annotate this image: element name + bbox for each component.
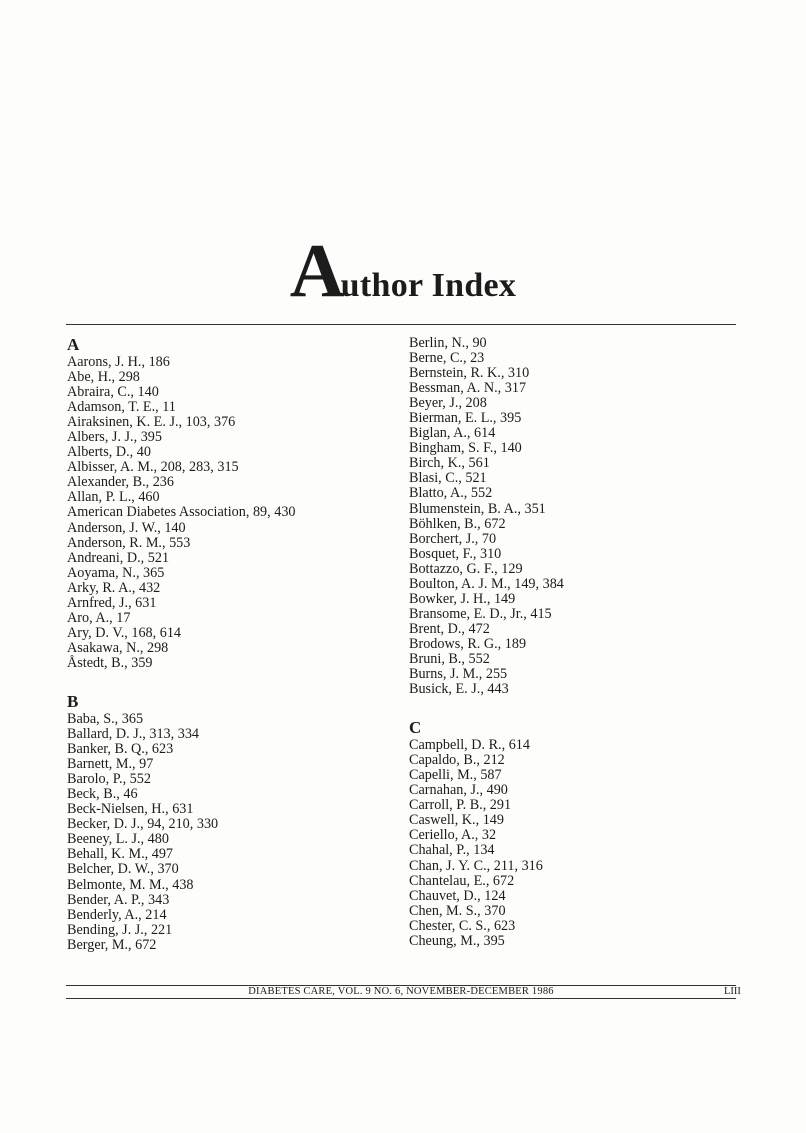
index-entry: Borchert, J., 70 [409,530,497,547]
index-entry: Boulton, A. J. M., 149, 384 [409,575,564,592]
index-entry: Bingham, S. F., 140 [409,440,522,457]
right-column [409,336,739,949]
index-entry: Barnett, M., 97 [67,756,154,773]
section-letter-a: A [67,335,80,354]
index-entry: Birch, K., 561 [409,455,490,472]
index-entry: Berger, M., 672 [67,936,157,953]
index-entry: Chen, M. S., 370 [409,902,506,919]
index-entry: Aoyama, N., 365 [67,564,165,581]
index-entry: Bruni, B., 552 [409,650,490,667]
entry-list-c [409,738,739,949]
index-entry: Baba, S., 365 [67,710,144,727]
index-entry: Aarons, J. H., 186 [67,354,170,370]
index-entry: Bender, A. P., 343 [67,891,170,908]
index-entry: Anderson, J. W., 140 [67,519,186,536]
page-number: LIII [720,986,741,998]
entry-list-a [67,355,387,671]
index-entry: Blumenstein, B. A., 351 [409,500,546,517]
footer-journal-text: DIABETES CARE, VOL. 9 NO. 6, NOVEMBER-DECEMBER 1986 [242,986,559,997]
index-entry: Bessman, A. N., 317 [409,380,527,397]
index-entry: Beck-Nielsen, H., 631 [67,801,194,818]
index-entry: Berlin, N., 90 [409,335,487,351]
index-entry: Adamson, T. E., 11 [67,399,176,416]
index-entry: American Diabetes Association, 89, 430 [67,504,296,521]
left-column [67,336,387,953]
index-entry: Belmonte, M. M., 438 [67,876,194,893]
index-entry: Campbell, D. R., 614 [409,737,530,754]
index-entry: Capelli, M., 587 [409,767,502,784]
index-entry: Capaldo, B., 212 [409,752,505,769]
index-entry: Chan, J. Y. C., 211, 316 [409,857,543,874]
index-entry: Brodows, R. G., 189 [409,635,527,652]
index-entry: Allan, P. L., 460 [67,489,160,506]
index-entry: Behall, K. M., 497 [67,846,174,863]
index-entry: Beyer, J., 208 [409,395,487,412]
index-entry: Airaksinen, K. E. J., 103, 376 [67,414,236,431]
index-entry: Ary, D. V., 168, 614 [67,624,182,641]
index-entry: Cheung, M., 395 [409,932,505,949]
index-entry: Ballard, D. J., 313, 334 [67,726,200,743]
index-entry: Andreani, D., 521 [67,549,170,566]
index-entry: Chester, C. S., 623 [409,917,516,934]
index-entry: Alberts, D., 40 [67,444,151,461]
index-entry: Åstedt, B., 359 [67,654,153,671]
index-entry: Brent, D., 472 [409,620,490,637]
index-entry: Alexander, B., 236 [67,474,174,491]
index-entry: Beeney, L. J., 480 [67,831,169,848]
index-entry: Banker, B. Q., 623 [67,741,174,758]
index-entry: Bending, J. J., 221 [67,921,173,938]
index-entry: Chahal, P., 134 [409,842,495,859]
index-entry: Bottazzo, G. F., 129 [409,560,523,577]
title-rest: uthor Index [340,267,517,304]
index-entry: Bierman, E. L., 395 [409,410,522,427]
index-entry: Bransome, E. D., Jr., 415 [409,605,552,622]
index-entry: Asakawa, N., 298 [67,639,169,656]
top-rule [66,324,736,325]
index-entry: Berne, C., 23 [409,350,485,367]
footer-rule-bottom [66,998,736,999]
index-entry: Blatto, A., 552 [409,485,493,502]
index-entry: Bosquet, F., 310 [409,545,502,562]
index-entry: Albers, J. J., 395 [67,429,162,446]
index-entry: Blasi, C., 521 [409,470,487,487]
index-entry: Ceriello, A., 32 [409,827,497,844]
index-entry: Albisser, A. M., 208, 283, 315 [67,459,239,476]
index-entry: Carnahan, J., 490 [409,782,508,799]
index-entry: Bernstein, R. K., 310 [409,365,530,382]
page-title [0,229,806,313]
index-entry: Burns, J. M., 255 [409,666,508,683]
index-entry: Barolo, P., 552 [67,771,151,788]
index-entry: Caswell, K., 149 [409,812,504,829]
index-entry: Benderly, A., 214 [67,906,167,923]
index-entry: Abraira, C., 140 [67,384,159,401]
index-entry: Chantelau, E., 672 [409,872,515,889]
entry-list-b [67,712,387,953]
section-letter-b: B [67,691,79,711]
index-entry: Arky, R. A., 432 [67,579,161,596]
index-entry: Belcher, D. W., 370 [67,861,179,878]
index-entry: Carroll, P. B., 291 [409,797,512,814]
index-entry: Becker, D. J., 94, 210, 330 [67,816,219,833]
index-entry: Arnfred, J., 631 [67,594,157,611]
index-entry: Böhlken, B., 672 [409,515,506,532]
index-entry: Bowker, J. H., 149 [409,590,516,607]
section-letter-c: C [409,718,422,738]
index-entry: Aro, A., 17 [67,609,131,626]
index-entry: Chauvet, D., 124 [409,887,506,904]
index-entry: Beck, B., 46 [67,786,138,803]
index-entry: Biglan, A., 614 [409,425,496,442]
index-entry: Anderson, R. M., 553 [67,534,191,551]
index-entry: Abe, H., 298 [67,369,140,386]
entry-list-b-continued [409,336,739,697]
footer-journal [66,986,736,998]
index-entry: Busick, E. J., 443 [409,681,509,698]
title-initial: A [289,229,345,313]
